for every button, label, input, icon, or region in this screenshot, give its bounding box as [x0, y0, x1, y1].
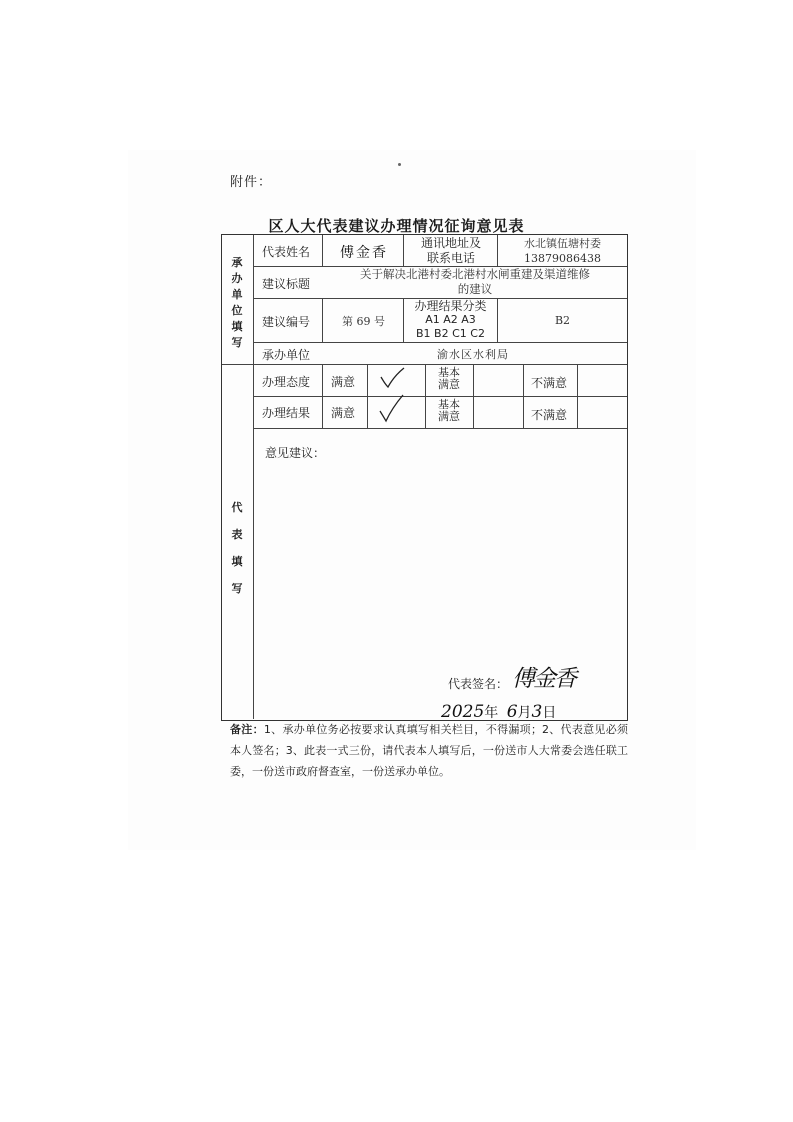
column-divider: [473, 364, 474, 428]
proposal-title-line2: 的建议: [457, 282, 493, 296]
section-label-deputy-text: 代表填写: [231, 501, 243, 595]
column-divider: [322, 364, 323, 428]
proposal-number-value: 第 69 号: [342, 315, 385, 328]
contact-value-line2: 13879086438: [524, 252, 601, 265]
result-class-options-line1: A1 A2 A3: [425, 313, 476, 326]
row-divider: [254, 428, 627, 429]
column-divider: [253, 235, 254, 719]
contact-value-line1: 水北镇伍塘村委: [524, 237, 601, 250]
date-month-suffix: 月: [517, 705, 532, 721]
attitude-label: 办理态度: [262, 375, 311, 389]
remark-label: 备注：: [230, 723, 264, 736]
undertaker-value: 渝水区水利局: [437, 348, 509, 361]
deputy-name-value: 傅金香: [340, 245, 388, 261]
result-class-label: 办理结果分类: [414, 299, 487, 313]
remark: [230, 719, 628, 782]
attitude-basic-line2: 满意: [438, 378, 460, 391]
column-divider: [497, 298, 498, 342]
contact-label-line2: 联系电话: [426, 251, 475, 265]
handwritten-signature: 傅金香: [512, 666, 575, 692]
column-divider: [577, 364, 578, 428]
proposal-number-label: 建议编号: [262, 315, 311, 329]
column-divider: [403, 235, 404, 267]
row-divider: [254, 396, 627, 397]
remark-text: 1、承办单位务必按要求认真填写相关栏目，不得漏项；2、代表意见必须本人签名；3、此表一式三份，请代表本人填写后，一份送市人大常委会选任联工委，一份送市政府督查室，一份送承办单位。: [230, 723, 629, 778]
attitude-unsatisfied-label: 不满意: [531, 376, 568, 390]
attachment-label: 附件：: [230, 175, 273, 190]
form-title: 区人大代表建议办理情况征询意见表: [268, 217, 525, 235]
contact-value: [499, 236, 626, 266]
deputy-name-label: 代表姓名: [262, 245, 311, 259]
date-month: 6: [506, 702, 518, 722]
result-class-options-line2: B1 B2 C1 C2: [416, 327, 485, 340]
row-divider: [254, 342, 627, 343]
column-divider: [322, 298, 323, 342]
date-day: 3: [531, 702, 543, 722]
result-class: [404, 299, 497, 341]
column-divider: [322, 235, 323, 267]
attitude-satisfied-label: 满意: [331, 375, 356, 389]
proposal-title-value: [324, 267, 626, 297]
undertaker-label: 承办单位: [262, 348, 311, 362]
attitude-check-icon: [378, 366, 408, 392]
result-satisfied-label: 满意: [331, 406, 356, 420]
opinion-label: 意见建议：: [265, 446, 326, 460]
result-basic-line1: 基本: [438, 398, 460, 411]
date-day-suffix: 日: [542, 705, 557, 721]
section-label-deputy: [231, 494, 245, 602]
result-unsatisfied-label: 不满意: [531, 408, 568, 422]
result-check-icon: [378, 392, 408, 426]
proposal-title-line1: 关于解决北港村委北港村水闸重建及渠道维修: [360, 267, 590, 281]
date-year: 2025: [441, 702, 485, 722]
signature-label: 代表签名：: [448, 677, 509, 691]
result-class-value: B2: [554, 314, 571, 327]
column-divider: [523, 364, 524, 428]
scan-speck: [398, 163, 401, 166]
attitude-basic-label: [426, 367, 472, 391]
column-divider: [497, 235, 498, 267]
contact-label-line1: 通讯地址及: [420, 236, 481, 250]
section-label-undertaker: [231, 255, 245, 351]
column-divider: [367, 364, 368, 428]
contact-label: [405, 236, 497, 266]
date-year-suffix: 年: [484, 705, 499, 721]
result-basic-label: [426, 399, 472, 423]
proposal-title-label: 建议标题: [262, 277, 311, 291]
result-basic-line2: 满意: [438, 410, 460, 423]
attitude-basic-line1: 基本: [438, 366, 460, 379]
result-label: 办理结果: [262, 406, 311, 420]
section-label-undertaker-text: 承办单位填写: [231, 256, 243, 349]
